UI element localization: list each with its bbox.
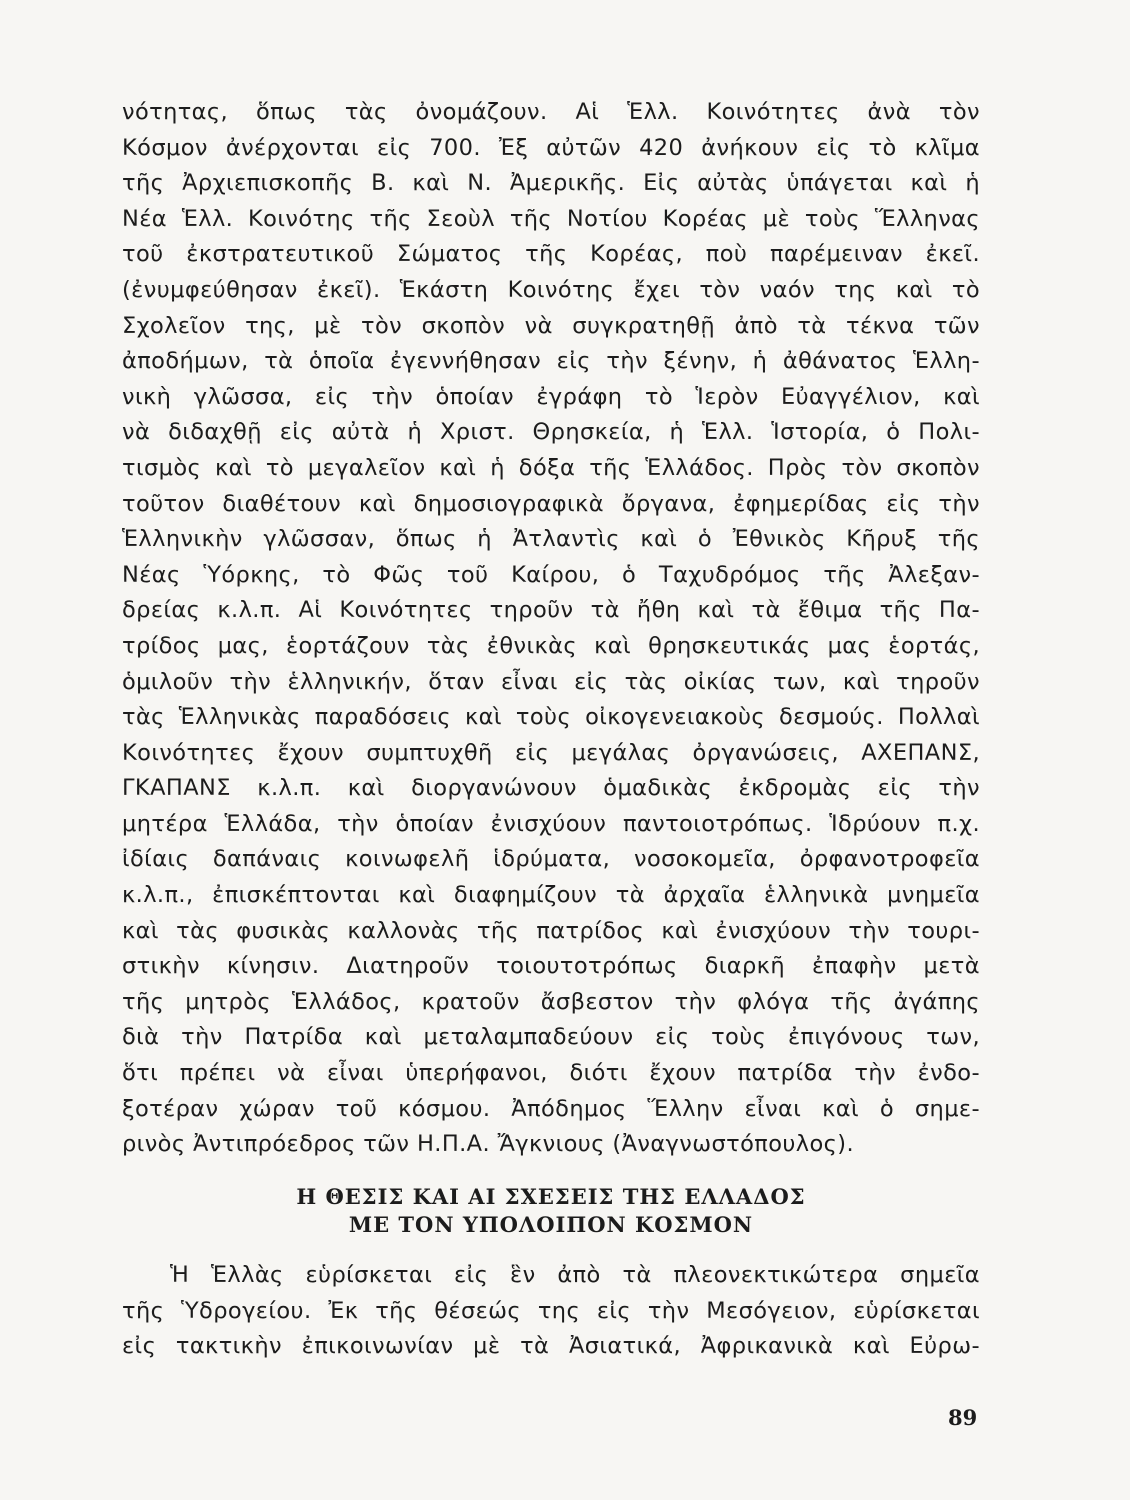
text-line: τοῦτον διαθέτουν καὶ δημοσιογραφικὰ ὄργανα, ἐφημερίδας εἰς τὴν [122, 490, 980, 517]
text-line: ξοτέραν χώραν τοῦ κόσμου. Ἀπόδημος Ἕλλην εἶναι καὶ ὁ σημε- [122, 1095, 980, 1122]
text-line: νικὴ γλῶσσα, εἰς τὴν ὁποίαν ἐγράφη τὸ Ἱερὸν Εὐαγγέλιον, καὶ [122, 383, 980, 410]
text-line: τοῦ ἐκστρατευτικοῦ Σώματος τῆς Κορέας, ποὺ παρέμειναν ἐκεῖ. [122, 241, 980, 268]
text-line: δρείας κ.λ.π. Αἱ Κοινότητες τηροῦν τὰ ἤθη καὶ τὰ ἔθιμα τῆς Πα- [122, 597, 980, 624]
text-line: καὶ τὰς φυσικὰς καλλονὰς τῆς πατρίδος καὶ ἐνισχύουν τὴν τουρι- [122, 917, 980, 944]
text-line: ὅτι πρέπει νὰ εἶναι ὑπερήφανοι, διότι ἔχουν πατρίδα τὴν ἐνδο- [122, 1060, 980, 1087]
text-line: ἀποδήμων, τὰ ὁποῖα ἐγεννήθησαν εἰς τὴν ξένην, ἡ ἀθάνατος Ἑλλη- [122, 348, 980, 375]
text-line: τῆς μητρὸς Ἑλλάδος, κρατοῦν ἄσβεστον τὴν φλόγα τῆς ἀγάπης [122, 988, 980, 1015]
text-line: νότητας, ὅπως τὰς ὀνομάζουν. Αἱ Ἑλλ. Κοινότητες ἀνὰ τὸν [122, 99, 980, 125]
text-line: Νέα Ἑλλ. Κοινότης τῆς Σεοὺλ τῆς Νοτίου Κορέας μὲ τοὺς Ἕλληνας [122, 205, 980, 232]
text-line: τισμὸς καὶ τὸ μεγαλεῖον καὶ ἡ δόξα τῆς Ἑλλάδος. Πρὸς τὸν σκοπὸν [122, 454, 980, 481]
text-line: Ἑλληνικὴν γλῶσσαν, ὅπως ἡ Ἀτλαντὶς καὶ ὁ Ἐθνικὸς Κῆρυξ τῆς [122, 526, 980, 553]
section-heading-line-1: Η ΘΕΣΙΣ ΚΑΙ ΑΙ ΣΧΕΣΕΙΣ ΤΗΣ ΕΛΛΑΔΟΣ [296, 1184, 806, 1209]
text-line: διὰ τὴν Πατρίδα καὶ μεταλαμπαδεύουν εἰς τοὺς ἐπιγόνους των, [122, 1024, 980, 1051]
text-line: Σχολεῖον της, μὲ τὸν σκοπὸν νὰ συγκρατηθῇ ἀπὸ τὰ τέκνα τῶν [122, 312, 980, 339]
text-line: Ἡ Ἑλλὰς εὑρίσκεται εἰς ἓν ἀπὸ τὰ πλεονεκτικώτερα σημεῖα [170, 1262, 980, 1288]
text-line: ὁμιλοῦν τὴν ἑλληνικήν, ὅταν εἶναι εἰς τὰς οἰκίας των, καὶ τηροῦν [122, 668, 980, 695]
text-line: Κόσμον ἀνέρχονται εἰς 700. Ἐξ αὐτῶν 420 ἀνήκουν εἰς τὸ κλῖμα [122, 134, 980, 161]
text-line: νὰ διδαχθῇ εἰς αὐτὰ ἡ Χριστ. Θρησκεία, ἡ Ἑλλ. Ἱστορία, ὁ Πολι- [122, 419, 980, 446]
text-line: τὰς Ἑλληνικὰς παραδόσεις καὶ τοὺς οἰκογενειακοὺς δεσμούς. Πολλαὶ [122, 704, 980, 731]
text-line: στικὴν κίνησιν. Διατηροῦν τοιουτοτρόπως διαρκῆ ἐπαφὴν μετὰ [122, 953, 980, 980]
text-line: τρίδος μας, ἑορτάζουν τὰς ἐθνικὰς καὶ θρησκευτικάς μας ἑορτάς, [122, 632, 980, 659]
text-line: τῆς Ὑδρογείου. Ἐκ τῆς θέσεώς της εἰς τὴν Μεσόγειον, εὑρίσκεται [122, 1297, 980, 1324]
text-line: (ἐνυμφεύθησαν ἐκεῖ). Ἑκάστη Κοινότης ἔχει τὸν ναόν της καὶ τὸ [122, 276, 980, 303]
section-heading-line-2: ΜΕ ΤΟΝ ΥΠΟΛΟΙΠΟΝ ΚΟΣΜΟΝ [348, 1212, 754, 1237]
text-line: Νέας Ὑόρκης, τὸ Φῶς τοῦ Καίρου, ὁ Ταχυδρόμος τῆς Ἀλεξαν- [122, 561, 980, 588]
text-line: ΓΚΑΠΑΝΣ κ.λ.π. καὶ διοργανώνουν ὁμαδικὰς ἐκδρομὰς εἰς τὴν [122, 775, 980, 802]
text-line: Κοινότητες ἔχουν συμπτυχθῆ εἰς μεγάλας ὀργανώσεις, ΑΧΕΠΑΝΣ, [122, 739, 980, 766]
text-line: κ.λ.π., ἐπισκέπτονται καὶ διαφημίζουν τὰ ἀρχαῖα ἑλληνικὰ μνημεῖα [122, 882, 980, 909]
text-line: τῆς Ἀρχιεπισκοπῆς Β. καὶ Ν. Ἀμερικῆς. Εἰς αὐτὰς ὑπάγεται καὶ ἡ [122, 170, 980, 197]
page-number: 89 [948, 1405, 978, 1430]
text-line: εἰς τακτικὴν ἐπικοινωνίαν μὲ τὰ Ἀσιατικά, Ἀφρικανικὰ καὶ Εὐρω- [122, 1333, 980, 1360]
text-line: ρινὸς Ἀντιπρόεδρος τῶν Η.Π.Α. Ἄγκνιους (Ἀναγνωστόπουλος). [122, 1131, 855, 1158]
paragraph-2 [122, 1258, 980, 1365]
paragraph-1 [122, 95, 980, 1163]
text-line: ἰδίαις δαπάναις κοινωφελῆ ἱδρύματα, νοσοκομεῖα, ὀρφανοτροφεῖα [122, 846, 980, 873]
text-line: μητέρα Ἑλλάδα, τὴν ὁποίαν ἐνισχύουν παντοιοτρόπως. Ἱδρύουν π.χ. [122, 810, 980, 837]
